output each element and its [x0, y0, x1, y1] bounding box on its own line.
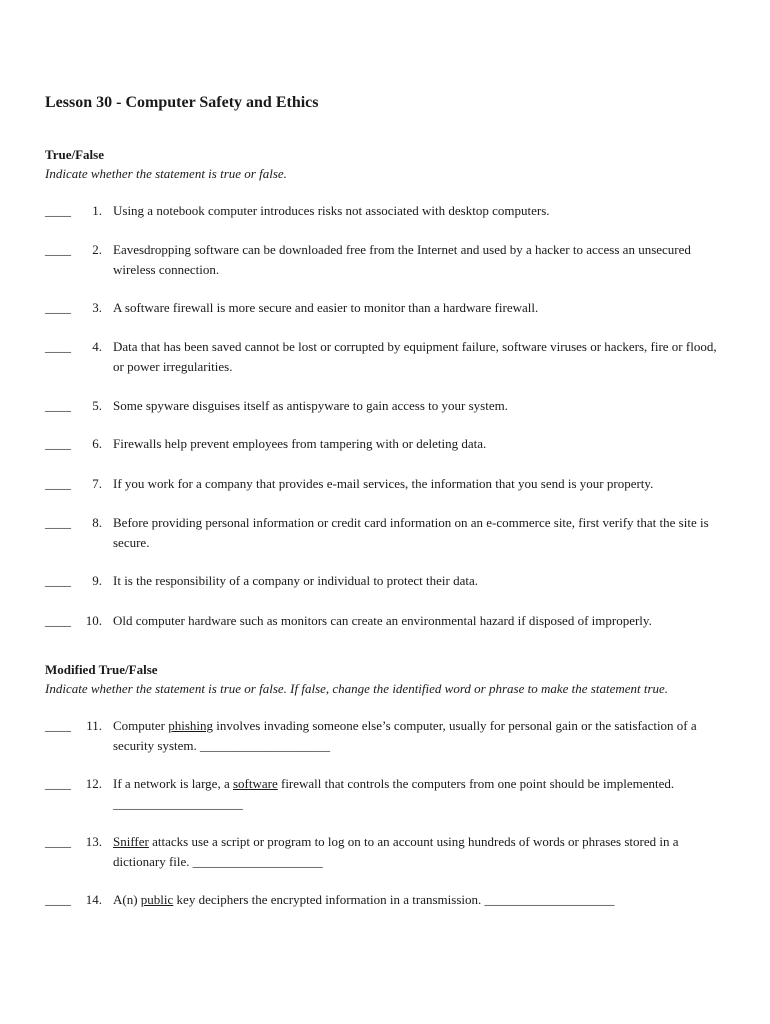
question-item: [45, 474, 735, 494]
identified-term: Sniffer: [113, 834, 149, 849]
answer-blank[interactable]: ____: [45, 242, 71, 257]
question-number: 3.: [92, 300, 102, 315]
question-item: [45, 434, 735, 454]
question-text-after: attacks use a script or program to log on to an account using hundreds of words or phrases stored in a dictionary file.: [113, 834, 679, 869]
question-item: [45, 396, 735, 416]
question-text-before: Computer: [113, 718, 169, 733]
identified-term: public: [140, 892, 174, 907]
answer-blank[interactable]: ____: [45, 515, 71, 530]
question-text: If you work for a company that provides e-mail services, the information that you send is your property.: [113, 476, 654, 491]
question-number: 1.: [92, 203, 102, 218]
answer-blank[interactable]: ____: [45, 339, 71, 354]
question-number: 6.: [92, 436, 102, 451]
answer-blank[interactable]: ____: [45, 436, 71, 451]
question-text: Before providing personal information or credit card information on an e-commerce site, first verify that the site is secure.: [113, 515, 709, 550]
question-text-before: A(n): [113, 892, 141, 907]
answer-blank[interactable]: ____: [45, 613, 71, 628]
page-title: Lesson 30 - Computer Safety and Ethics: [45, 94, 319, 111]
question-text: A software firewall is more secure and easier to monitor than a hardware firewall.: [113, 300, 539, 315]
question-item: [45, 611, 735, 631]
question-number: 9.: [92, 573, 102, 588]
question-item: [45, 201, 735, 221]
question-number: 7.: [92, 476, 102, 491]
answer-blank[interactable]: ____: [45, 718, 71, 733]
question-text: Eavesdropping software can be downloaded free from the Internet and used by a hacker to access an unsecured wireless connection.: [113, 242, 691, 277]
question-item: [45, 716, 735, 755]
section-heading-true-false: True/False: [45, 147, 104, 162]
section-heading-modified-true-false: Modified True/False: [45, 662, 158, 677]
correction-blank[interactable]: ____________________: [200, 737, 331, 753]
section-instructions-true-false: Indicate whether the statement is true or false.: [45, 166, 287, 181]
question-text: Old computer hardware such as monitors can create an environmental hazard if disposed of improperly.: [113, 613, 652, 628]
question-number: 11.: [86, 718, 102, 733]
correction-blank[interactable]: ____________________: [113, 795, 243, 811]
question-text: Some spyware disguises itself as antispyware to gain access to your system.: [113, 398, 508, 413]
answer-blank[interactable]: ____: [45, 834, 71, 849]
question-number: 2.: [92, 242, 102, 257]
question-item: [45, 513, 735, 552]
question-text: It is the responsibility of a company or individual to protect their data.: [113, 573, 478, 588]
identified-term: phishing: [168, 718, 214, 733]
answer-blank[interactable]: ____: [45, 776, 71, 791]
question-text: Firewalls help prevent employees from tampering with or deleting data.: [113, 436, 487, 451]
question-item: [45, 298, 735, 318]
question-text-after: key deciphers the encrypted information in a transmission.: [173, 892, 485, 907]
answer-blank[interactable]: ____: [45, 573, 71, 588]
answer-blank[interactable]: ____: [45, 476, 71, 491]
question-text: [113, 774, 723, 813]
question-item: [45, 571, 735, 591]
question-item: [45, 890, 735, 910]
question-text: Data that has been saved cannot be lost or corrupted by equipment failure, software viruses or hackers, fire or flood, or power irregularities.: [113, 339, 717, 374]
identified-term: software: [232, 776, 278, 791]
question-item: [45, 832, 735, 871]
question-number: 13.: [85, 834, 102, 849]
correction-blank[interactable]: ____________________: [192, 853, 323, 869]
answer-blank[interactable]: ____: [45, 892, 71, 907]
question-item: [45, 774, 735, 813]
question-text-before: If a network is large, a: [113, 776, 233, 791]
question-number: 4.: [92, 339, 102, 354]
question-text: Using a notebook computer introduces risks not associated with desktop computers.: [113, 203, 550, 218]
question-number: 14.: [85, 892, 102, 907]
question-text: [113, 890, 723, 910]
question-number: 8.: [92, 515, 102, 530]
answer-blank[interactable]: ____: [45, 300, 71, 315]
section-instructions-modified-true-false: Indicate whether the statement is true or false. If false, change the identified word or phrase to make the statement true.: [45, 681, 669, 696]
question-text: [113, 716, 723, 755]
question-number: 12.: [85, 776, 102, 791]
question-number: 5.: [92, 398, 102, 413]
question-text-after: firewall that controls the computers from one point should be implemented.: [277, 776, 675, 791]
question-item: [45, 337, 735, 376]
question-text: [113, 832, 723, 871]
question-text-after: involves invading someone else’s computer, usually for personal gain or the satisfaction of a security system.: [113, 718, 697, 753]
answer-blank[interactable]: ____: [45, 398, 71, 413]
question-item: [45, 240, 735, 279]
answer-blank[interactable]: ____: [45, 203, 71, 218]
question-number: 10.: [85, 613, 102, 628]
correction-blank[interactable]: ____________________: [484, 892, 615, 907]
